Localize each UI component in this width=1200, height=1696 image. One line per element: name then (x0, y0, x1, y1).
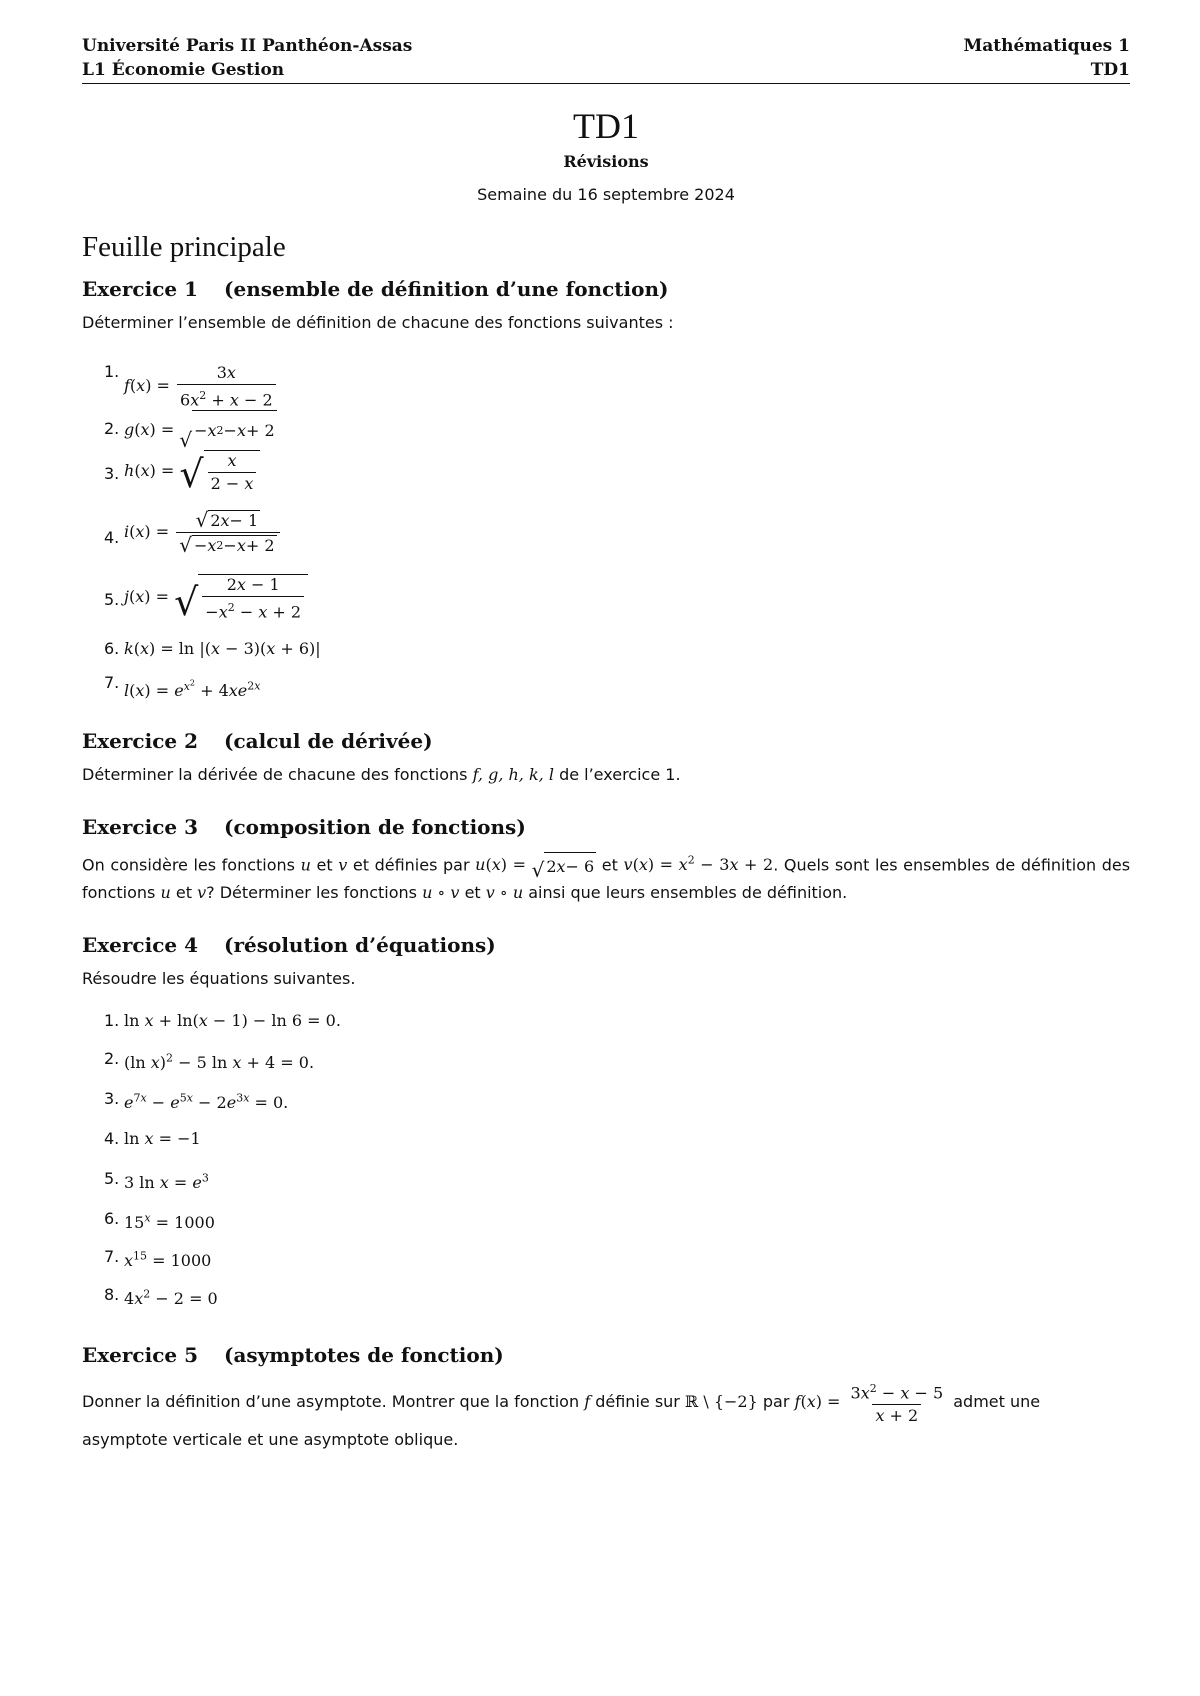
list-item: 2. (ln x)$^2$ − 5 ln x + 4 = 0. (104, 1048, 315, 1073)
document-subtitle: Révisions (563, 152, 649, 171)
list-item: 1. f(x) = $\frac{3x}{6x^2 + x - 2}$ (82, 362, 1130, 410)
list-item: 6. k(x) = ln |(x − 3)(x + 6)| (104, 639, 321, 658)
list-item: 6. $15^x = 1000$ (104, 1208, 215, 1233)
section-title: Feuille principale (82, 231, 286, 263)
exercise-heading: Exercice 5 (asymptotes de fonction) (82, 1342, 504, 1367)
list-item: 7. $x^{15} = 1000$ (104, 1246, 212, 1271)
list-item: 4. i(x) = √ 2 x − 1 √ − x 2 − x + 2 (82, 508, 1130, 574)
header-rule (82, 83, 1130, 84)
exercise-heading: Exercice 3 (composition de fonctions) (82, 815, 526, 839)
page-header (82, 34, 1130, 82)
course-name: Mathématiques 1 (963, 36, 1130, 56)
exercise-text: Déterminer la dérivée de chacune des fonctions f, g, h, k, l de l’exercice 1. (82, 765, 681, 784)
list-item: 1. ln x + ln(x − 1) − ln 6 = 0. (104, 1010, 341, 1030)
exercise-2 (82, 728, 1130, 788)
document-title: TD1 (573, 106, 639, 146)
exercise-intro: Résoudre les équations suivantes. (82, 968, 356, 988)
exercise-5 (82, 1342, 1130, 1455)
list-item: 3. $e^{7x} - e^{5x} - 2e^{3x} = 0$. (104, 1088, 289, 1113)
equation-list (82, 1002, 1130, 1314)
function-list (82, 362, 1130, 700)
document-page (82, 34, 1130, 1455)
list-item: 3. h(x) = √ $\frac{x}{2 - x}$ (82, 448, 1130, 508)
exercise-heading: Exercice 1 (ensemble de définition d’une fonction) (82, 277, 669, 301)
list-item: 5. 3 $\ln x = e^3$ (104, 1168, 209, 1193)
exercise-intro: Déterminer l’ensemble de définition de chacune des fonctions suivantes : (82, 313, 674, 332)
list-item: 5. j(x) = √ $\frac{2x - 1}{-x^2 - x + 2}$ (82, 574, 1130, 632)
list-item: 2. g(x) = √ − x 2 − x + 2 (82, 410, 1130, 448)
exercise-heading: Exercice 4 (résolution d’équations) (82, 932, 496, 957)
program-name: L1 Économie Gestion (82, 60, 285, 80)
exercise-text: On considère les fonctions u et v et définies par u(x) = √ 2 x − 6 et $v(x) = x^2 - 3x + 2$. Quels sont les ensembles de définition des fonctions u et v? Déterminer les fonctions u ∘ v et v ∘ u ainsi que leurs ensembles de définition. (82, 848, 1130, 906)
exercise-4 (82, 932, 1130, 1314)
exercise-1 (82, 276, 1130, 700)
list-item: 7. $l(x) = e^{x^2} + 4xe^{2x}$ (104, 673, 261, 700)
exercise-3 (82, 814, 1130, 906)
list-item: 4. ln x = −1 (104, 1128, 201, 1148)
exercise-heading: Exercice 2 (calcul de dérivée) (82, 729, 433, 753)
list-item: 8. $4x^2 - 2 = 0$ (104, 1284, 218, 1309)
exercise-text: Donner la définition d’une asymptote. Montrer que la fonction f définie sur ℝ \ {−2} par f(x) = $\frac{3x^2 - x - 5}{x + 2}$ admet une asymptote verticale et une asymptote oblique. (82, 1381, 1041, 1450)
sheet-code: TD1 (1090, 60, 1130, 80)
university-name: Université Paris II Panthéon-Assas (82, 36, 413, 56)
document-date: Semaine du 16 septembre 2024 (477, 185, 735, 204)
